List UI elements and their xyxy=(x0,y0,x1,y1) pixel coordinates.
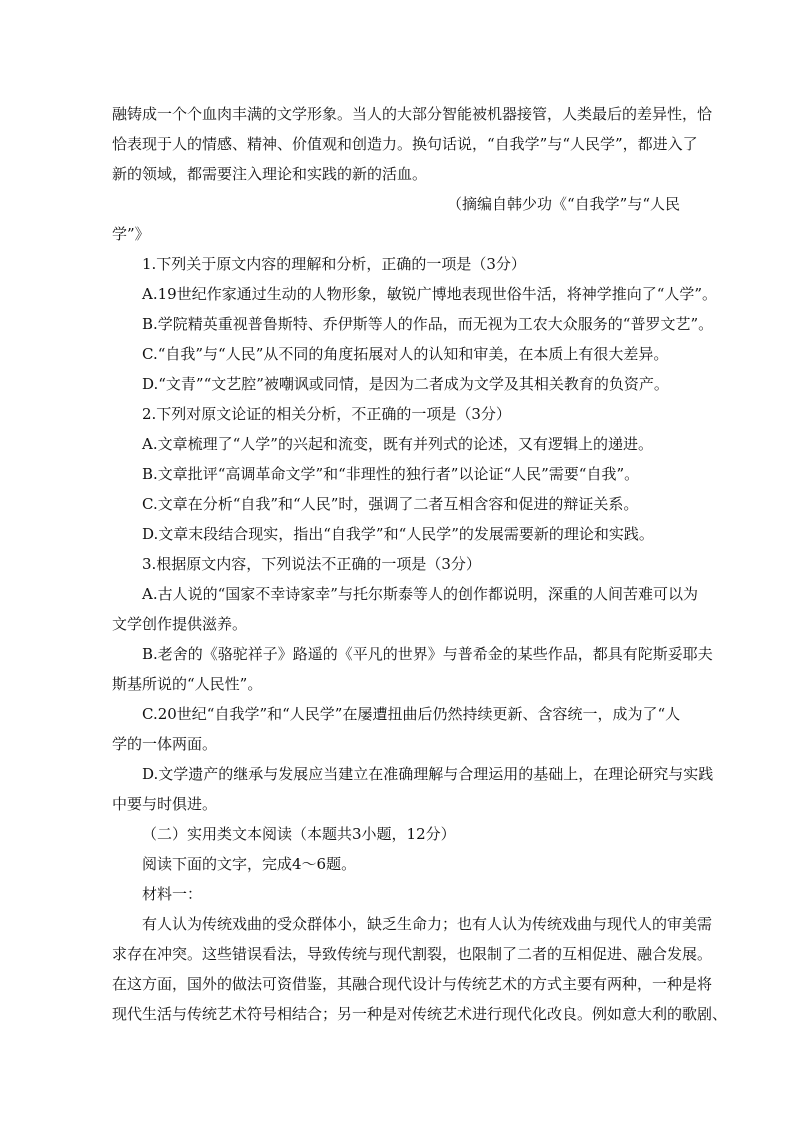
question-1-option-d: D.“文青”“文艺腔”被嘲讽或同情，是因为二者成为文学及其相关教育的负资产。 xyxy=(142,375,669,393)
section-instruction: 阅读下面的文字，完成4～6题。 xyxy=(142,855,357,873)
material-line: 求存在冲突。这些错误看法，导致传统与现代割裂，也限制了二者的互相促进、融合发展。 xyxy=(112,945,713,963)
question-3-stem: 3.根据原文内容，下列说法不正确的一项是（3分） xyxy=(142,555,481,573)
question-2-stem: 2.下列对原文论证的相关分析，不正确的一项是（3分） xyxy=(142,405,511,423)
passage-line: 新的领域，都需要注入理论和实践的新的活血。 xyxy=(112,165,428,183)
question-2-option-a: A.文章梳理了“人学”的兴起和流变，既有并列式的论述，又有逻辑上的递进。 xyxy=(142,435,653,453)
question-1-option-a: A.19世纪作家通过生动的人物形象，敏锐广博地表现世俗牛活，将神学推向了“人学”。 xyxy=(142,285,718,303)
question-3-option-b-cont: 斯基所说的“人民性”。 xyxy=(112,675,263,693)
question-2-option-b: B.文章批评“高调革命文学”和“非理性的独行者”以论证“人民”需要“自我”。 xyxy=(142,465,640,483)
material-line: 在这方面，国外的做法可资借鉴，其融合现代设计与传统艺术的方式主要有两种，一种是将 xyxy=(112,975,713,993)
question-3-option-b: B.老舍的《骆驼祥子》路遥的《平凡的世界》与普希金的某些作品，都具有陀斯妥耶夫 xyxy=(142,645,713,663)
question-2-option-d: D.文章末段结合现实，指出“自我学”和“人民学”的发展需要新的理论和实践。 xyxy=(142,525,654,543)
material-line: 现代生活与传统艺术符号相结合；另一种是对传统艺术进行现代化改良。例如意大利的歌剧、 xyxy=(112,1005,728,1023)
source-citation: （摘编自韩少功《“自我学”与“人民 xyxy=(446,195,680,213)
material-line: 有人认为传统戏曲的受众群体小，缺乏生命力；也有人认为传统戏曲与现代人的审美需 xyxy=(142,915,713,933)
material-label: 材料一： xyxy=(142,885,203,903)
passage-line: 融铸成一个个血肉丰满的文学形象。当人的大部分智能被机器接管，人类最后的差异性，恰 xyxy=(112,105,713,123)
section-heading: （二）实用类文本阅读（本题共3小题，12分） xyxy=(142,825,456,843)
question-3-option-d: D.文学遗产的继承与发展应当建立在准确理解与合理运用的基础上，在理论研究与实践 xyxy=(142,765,714,783)
question-3-option-c: C.20世纪“自我学”和“人民学”在屡遭扭曲后仍然持续更新、含容统一，成为了“人 xyxy=(142,705,681,723)
question-3-option-a: A.古人说的“国家不幸诗家幸”与托尔斯泰等人的创作都说明，深重的人间苦难可以为 xyxy=(142,585,698,603)
question-3-option-a-cont: 文学创作提供滋养。 xyxy=(112,615,248,633)
question-2-option-c: C.文章在分析“自我”和“人民”时，强调了二者互相含容和促进的辩证关系。 xyxy=(142,495,639,513)
question-3-option-c-cont: 学的一体两面。 xyxy=(112,735,218,753)
question-3-option-d-cont: 中要与时俱进。 xyxy=(112,795,218,813)
source-citation-cont: 学”》 xyxy=(112,225,150,243)
passage-line: 恰表现于人的情感、精神、价值观和创造力。换句话说，“自我学”与“人民学”，都进入了 xyxy=(112,135,698,153)
question-1-option-c: C.“自我”与“人民”从不同的角度拓展对人的认知和审美，在本质上有很大差异。 xyxy=(142,345,669,363)
question-1-stem: 1.下列关于原文内容的理解和分析，正确的一项是（3分） xyxy=(142,255,526,273)
question-1-option-b: B.学院精英重视普鲁斯特、乔伊斯等人的作品，而无视为工农大众服务的“普罗文艺”。 xyxy=(142,315,714,333)
